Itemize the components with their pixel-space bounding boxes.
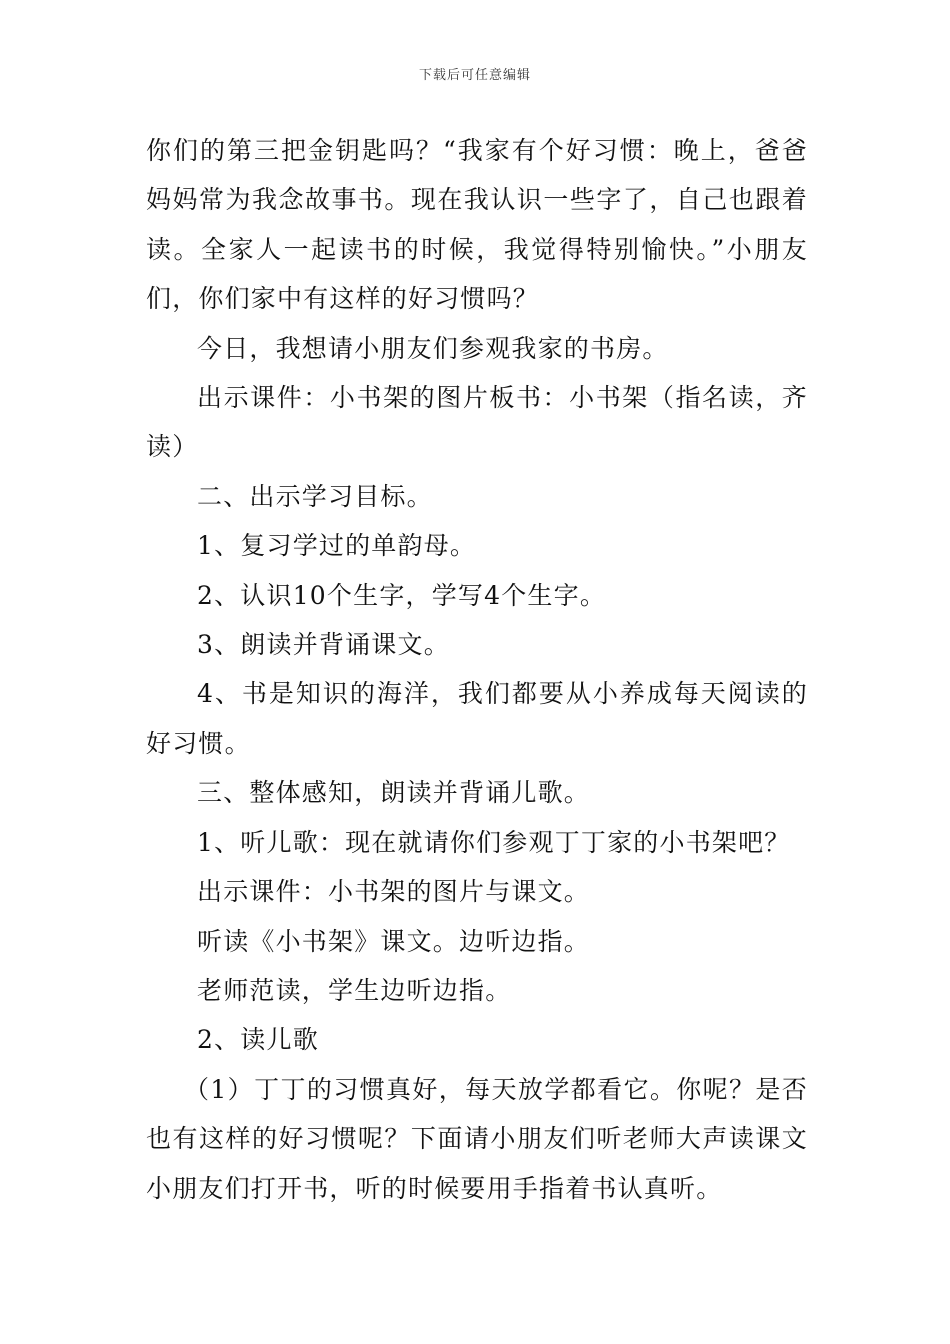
- paragraph-visit-study: 今日，我想请小朋友们参观我家的书房。: [197, 333, 669, 363]
- step-read-song: 2、读儿歌: [197, 1025, 319, 1055]
- goal-item-4: 4、书是知识的海洋，我们都要从小养成每天阅读的好习惯。: [146, 679, 808, 758]
- step-listen-song: 1、听儿歌：现在就请你们参观丁丁家的小书架吧？: [197, 827, 791, 857]
- paragraph-show-courseware: 出示课件：小书架的图片板书：小书架（指名读，齐读）: [146, 383, 808, 462]
- document-body: [146, 126, 808, 1213]
- step-show-courseware: 出示课件：小书架的图片与课文。: [197, 877, 591, 907]
- step-teacher-read: 老师范读，学生边听边指。: [197, 975, 512, 1005]
- section-heading-goals: 二、出示学习目标。: [197, 481, 433, 511]
- step-listen-read: 听读《小书架》课文。边听边指。: [197, 926, 591, 956]
- goal-item-3: 3、朗读并背诵课文。: [197, 630, 450, 660]
- goal-item-2: 2、认识10个生字，学写4个生字。: [197, 580, 607, 610]
- goal-item-1: 1、复习学过的单韵母。: [197, 531, 477, 561]
- step-sub-item-1: （1）丁丁的习惯真好，每天放学都看它。你呢？是否也有这样的好习惯呢？下面请小朋友们听老师大声读课文小朋友们打开书，听的时候要用手指着书认真听。: [146, 1074, 808, 1203]
- paragraph-intro-continued: 你们的第三把金钥匙吗？“我家有个好习惯：晚上，爸爸妈妈常为我念故事书。现在我认识一些字了，自己也跟着读。全家人一起读书的时候，我觉得特别愉快。”小朋友们，你们家中有这样的好习惯吗？: [146, 136, 808, 314]
- section-heading-overall: 三、整体感知，朗读并背诵儿歌。: [197, 778, 591, 808]
- page-header-note: 下载后可任意编辑: [418, 68, 531, 83]
